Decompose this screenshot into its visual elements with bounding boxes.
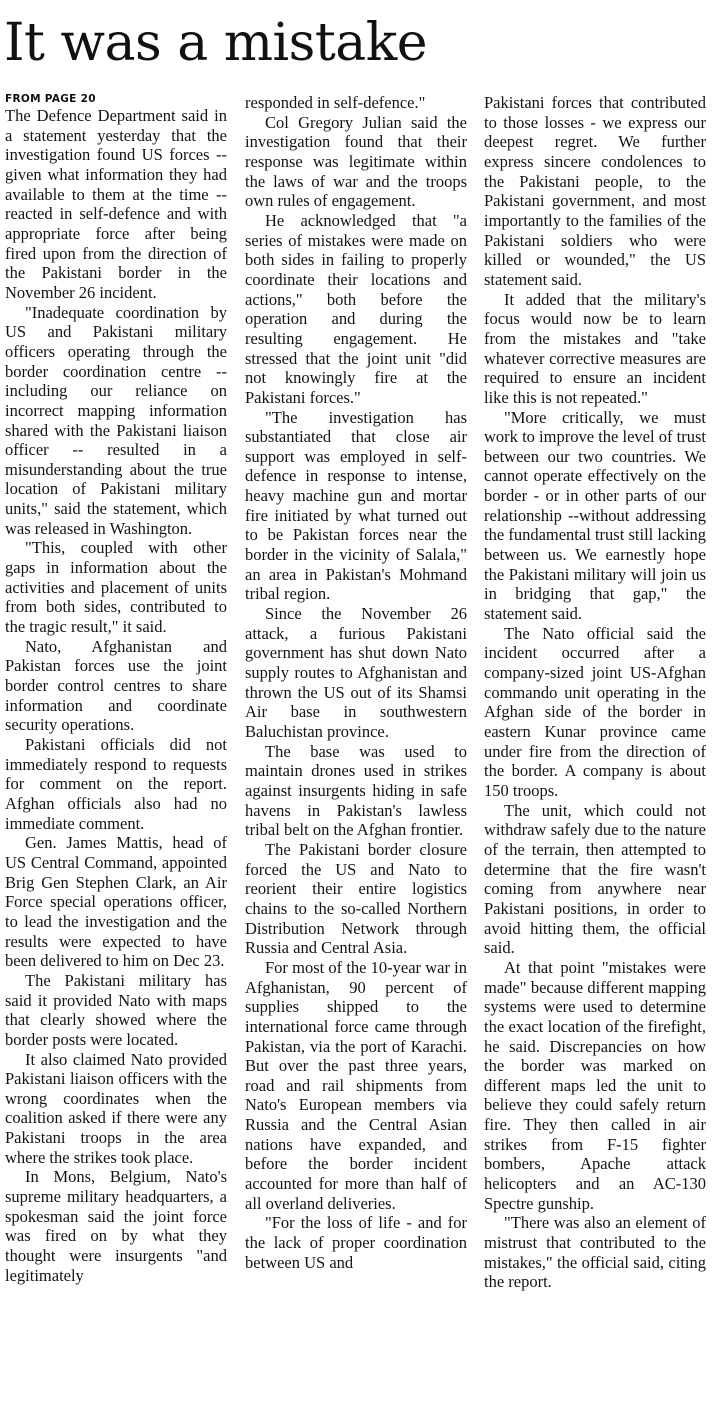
headline: It was a mistake [4, 13, 428, 73]
paragraph: Pakistani officials did not immediately respond to requests for comment on the report. Afghan officials also had no immediate comment. [5, 735, 227, 833]
paragraph: For most of the 10-year war in Afghanistan, 90 percent of supplies shipped to the international force came through Pakistan, via the port of Karachi. But over the past three years, road and rail shipments from Nato's European members via Russia and the Central Asian nations have expanded, and before the border incident accounted for more than half of all overland deliveries. [245, 957, 467, 1213]
paragraph: "There was also an element of mistrust that contributed to the mistakes," the official said, citing the report. [484, 1213, 706, 1292]
paragraph: "Inadequate coordination by US and Pakistani military officers operating through the border coordination centre -- including our reliance on incorrect mapping information shared with the Pakistani liaison officer -- resulted in a misunderstanding about the true location of Pakistani military units," said the statement, which was released in Washington. [5, 302, 227, 538]
paragraph: "For the loss of life - and for the lack of proper coordination between US and [245, 1213, 467, 1272]
paragraph: Nato, Afghanistan and Pakistan forces use the joint border control centres to share information and coordinate security operations. [5, 636, 227, 735]
paragraph: The Pakistani border closure forced the US and Nato to reorient their entire logistics chains to the so-called Northern Distribution Network through Russia and Central Asia. [245, 839, 467, 958]
article-column-1 [5, 93, 227, 1285]
article-column-3 [484, 93, 706, 1292]
paragraph: Col Gregory Julian said the investigation found that their response was legitimate within the laws of war and the troops own rules of engagement. [245, 112, 467, 211]
paragraph: It also claimed Nato provided Pakistani liaison officers with the wrong coordinates when the coalition asked if there were any Pakistani troops in the area where the strikes took place. [5, 1049, 227, 1167]
paragraph: "The investigation has substantiated that close air support was employed in self-defence in response to intense, heavy machine gun and mortar fire initiated by what turned out to be Pakistan forces near the border in the vicinity of Salala," an area in Pakistan's Mohmand tribal region. [245, 407, 467, 604]
continued-from-label: FROM PAGE 20 [5, 93, 96, 105]
paragraph: The Pakistani military has said it provided Nato with maps that clearly showed where the border posts were located. [5, 970, 227, 1049]
paragraph: The base was used to maintain drones used in strikes against insurgents hiding in safe havens in Pakistan's lawless tribal belt on the Afghan frontier. [245, 741, 467, 840]
paragraph: Gen. James Mattis, head of US Central Command, appointed Brig Gen Stephen Clark, an Air Force special operations officer, to lead the investigation and the results were expected to have been delivered to him on Dec 23. [5, 833, 227, 971]
paragraph: In Mons, Belgium, Nato's supreme military headquarters, a spokesman said the joint force was fired on by what they thought were insurgents "and legitimately [5, 1167, 227, 1285]
paragraph: "This, coupled with other gaps in information about the activities and placement of units from both sides, contributed to the tragic result," it said. [5, 538, 227, 637]
paragraph: He acknowledged that "a series of mistakes were made on both sides in failing to properly coordinate their locations and actions," both before the operation and during the resulting engagement. He stressed that the joint unit "did not knowingly fire at the Pakistani forces." [245, 210, 467, 407]
paragraph: The unit, which could not withdraw safely due to the nature of the terrain, then attempted to determine that the fire wasn't coming from anywhere near Pakistani positions, in order to avoid hitting them, the official said. [484, 800, 706, 958]
article-column-2 [245, 93, 467, 1272]
paragraph: The Defence Department said in a statement yesterday that the investigation found US forces -- given what information they had available to them at the time -- reacted in self-defence and with appropriate force after being fired upon from the direction of the Pakistani border in the November 26 incident. [5, 106, 227, 302]
paragraph-continued: Pakistani forces that contributed to those losses - we express our deepest regret. We further express sincere condolences to the Pakistani people, to the Pakistani government, and most importantly to the families of the Pakistani soldiers who were killed or wounded," the US statement said. [484, 93, 706, 289]
paragraph: "More critically, we must work to improve the level of trust between our two countries. We cannot operate effectively on the border - or in other parts of our relationship --without addressing the fundamental trust still lacking between us. We earnestly hope the Pakistani military will join us in bridging that gap," the statement said. [484, 407, 706, 624]
paragraph: Since the November 26 attack, a furious Pakistani government has shut down Nato supply routes to Afghanistan and thrown the US out of its Shamsi Air base in southwestern Baluchistan province. [245, 604, 467, 741]
paragraph-continued: responded in self-defence." [245, 93, 426, 112]
paragraph: The Nato official said the incident occurred after a company-sized joint US-Afghan commando unit operating in the Afghan side of the border in eastern Kunar province came under fire from the direction of the border. A company is about 150 troops. [484, 623, 706, 800]
paragraph: At that point "mistakes were made" because different mapping systems were used to determine the exact location of the firefight, he said. Discrepancies on how the border was marked on different maps led the unit to believe they could safely return fire. They then called in air strikes from F-15 fighter bombers, Apache attack helicopters and an AC-130 Spectre gunship. [484, 957, 706, 1213]
paragraph: It added that the military's focus would now be to learn from the mistakes and "take whatever corrective measures are required to ensure an incident like this is not repeated." [484, 289, 706, 407]
